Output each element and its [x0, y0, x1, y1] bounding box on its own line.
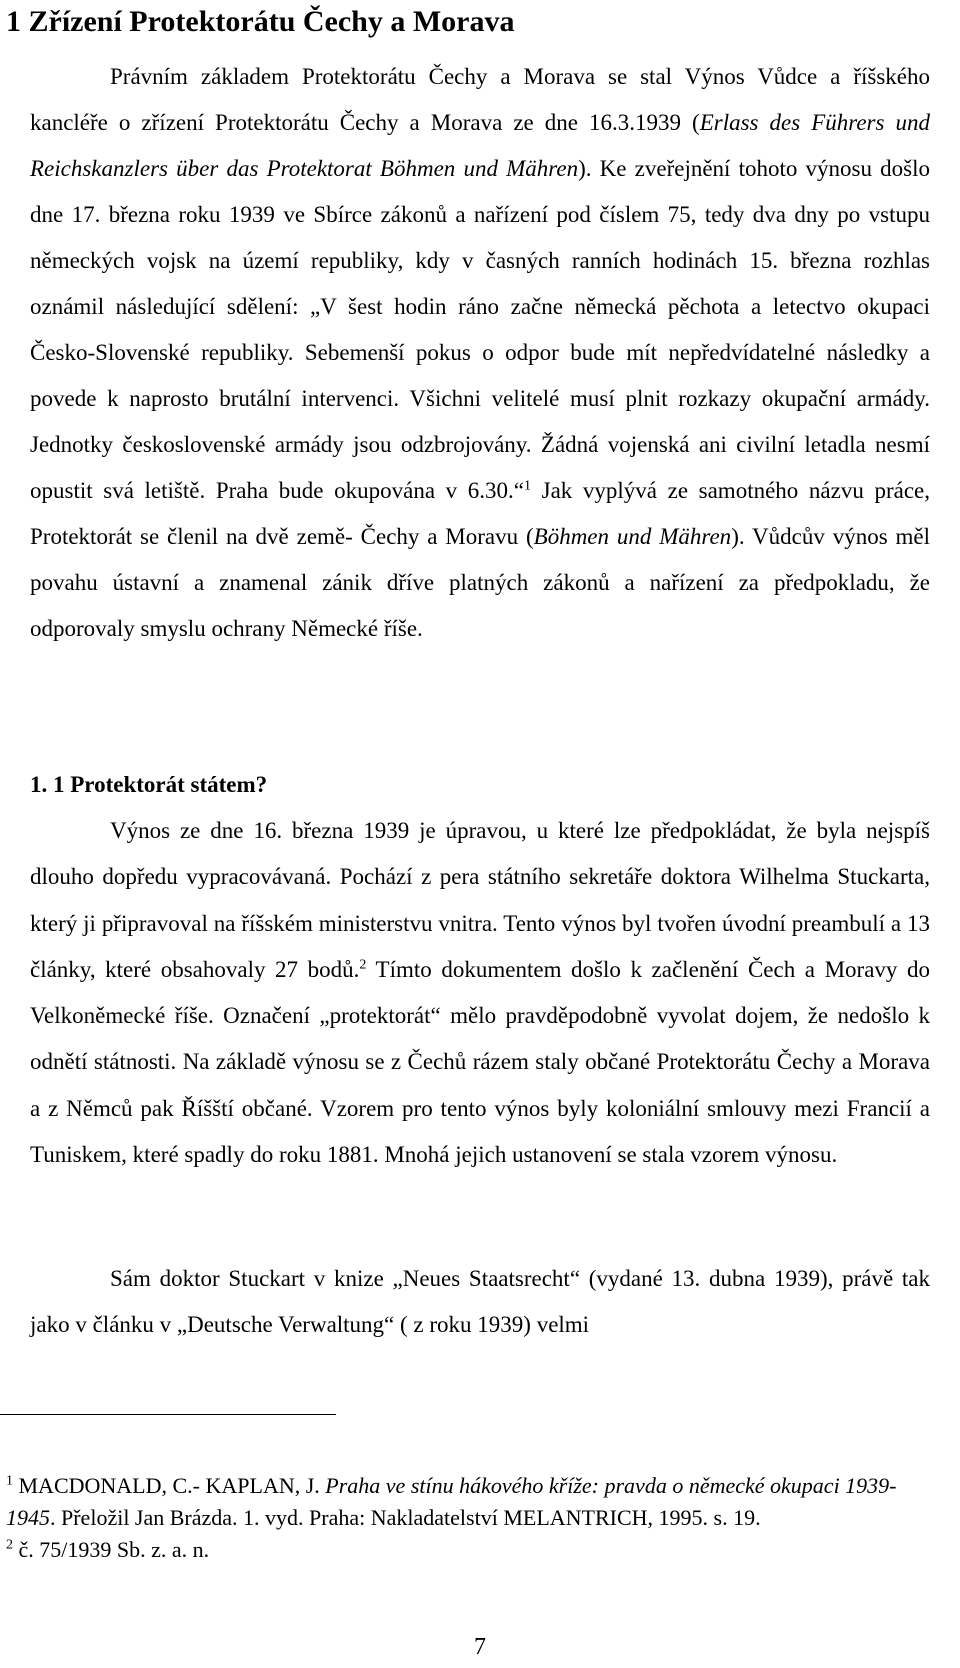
paragraph-2-text-b: Tímto dokumentem došlo k začlenění Čech a Moravy do Velkoněmecké říše. Označení „protektorát“ mělo pravděpodobně vyvolat dojem, že nedošlo k odnětí státnosti. Na základě výnosu se z Čechů rázem staly občané Protektorátu Čechy a Morava a z Němců pak Říšští občané. Vzorem pro tento výnos byly koloniální smlouvy mezi Francií a Tuniskem, které spadly do roku 1881. Mnohá jejich ustanovení se stala vzorem výnosu. [30, 956, 930, 1168]
footnote-ref-1[interactable]: 1 [524, 478, 531, 494]
footnote-1 [6, 1470, 946, 1534]
footnotes [6, 1470, 946, 1566]
page-number: 7 [474, 1634, 486, 1660]
paragraph-1-text-b: ). Ke zveřejnění tohoto výnosu došlo dne 17. března roku 1939 ve Sbírce zákonů a nařízení pod číslem 75, tedy dva dny po vstupu německých vojsk na území republiky, kdy v časných ranních hodinách 15. března rozhlas oznámil následující sdělení: „V šest hodin ráno začne německá pěchota a letectvo okupaci Česko-Slovenské republiky. Sebemenší pokus o odpor bude mít nepředvídatelné následky a povede k naprosto brutální intervenci. Všichni velitelé musí plnit rozkazy okupační armády. Jednotky československé armády jsou odzbrojovány. Žádná vojenská ani civilní letadla nesmí opustit svá letiště. Praha bude okupována v 6.30.“ [30, 156, 930, 503]
footnote-2 [6, 1534, 946, 1566]
paragraph-2-text-a: Výnos ze dne 16. března 1939 je úpravou, u které lze předpokládat, že byla nejspíš dlouho dopředu vypracovávaná. Pochází z pera státního sekretáře doktora Wilhelma Stuckarta, který ji připravoval na říšském ministerstvu vnitra. Tento výnos byl tvořen úvodní preambulí a 13 články, které obsahovaly 27 bodů. [30, 818, 930, 982]
chapter-heading: 1 Zřízení Protektorátu Čechy a Morava [6, 5, 515, 38]
paragraph-2 [30, 808, 930, 1178]
paragraph-1-italic-c: Böhmen und Mähren [533, 524, 732, 549]
footnote-1-text-b: . Přeložil Jan Brázda. 1. vyd. Praha: Nakladatelství MELANTRICH, 1995. s. 19. [50, 1505, 761, 1530]
footnote-2-text: č. 75/1939 Sb. z. a. n. [13, 1537, 210, 1562]
paragraph-1-text-a: Právním základem Protektorátu Čechy a Morava se stal Výnos Vůdce a říšského kancléře o zřízení Protektorátu Čechy a Morava ze dne 16.3.1939 ( [30, 64, 930, 135]
footnote-1-title: Praha ve stínu hákového kříže: pravda o německé okupaci 1939- 1945 [6, 1473, 897, 1530]
footnote-1-text-a: MACDONALD, C.- KAPLAN, J. [13, 1473, 326, 1498]
paragraph-1 [30, 54, 930, 652]
footnote-ref-2[interactable]: 2 [359, 957, 367, 973]
section-heading: 1. 1 Protektorát státem? [30, 772, 268, 797]
paragraph-1-text-c: Jak vyplývá ze samotného názvu práce, Protektorát se členil na dvě země- Čechy a Moravu ( [30, 478, 930, 549]
footnote-number: 1 [6, 1473, 13, 1489]
paragraph-3 [30, 1256, 930, 1348]
paragraph-1-italic-a: Erlass des Führers und Reichskanzlers über das Protektorat Böhmen und Mähren [30, 110, 930, 181]
footnote-separator [0, 1414, 336, 1415]
paragraph-1-text-d: ). Vůdcův výnos měl povahu ústavní a znamenal zánik dříve platných zákonů a nařízení za předpokladu, že odporovaly smyslu ochrany Německé říše. [30, 524, 930, 641]
footnote-number: 2 [6, 1537, 13, 1553]
paragraph-3-text-a: Sám doktor Stuckart v knize „Neues Staatsrecht“ (vydané 13. dubna 1939), právě tak jako v článku v „Deutsche Verwaltung“ ( z roku 1939) velmi [30, 1266, 930, 1337]
